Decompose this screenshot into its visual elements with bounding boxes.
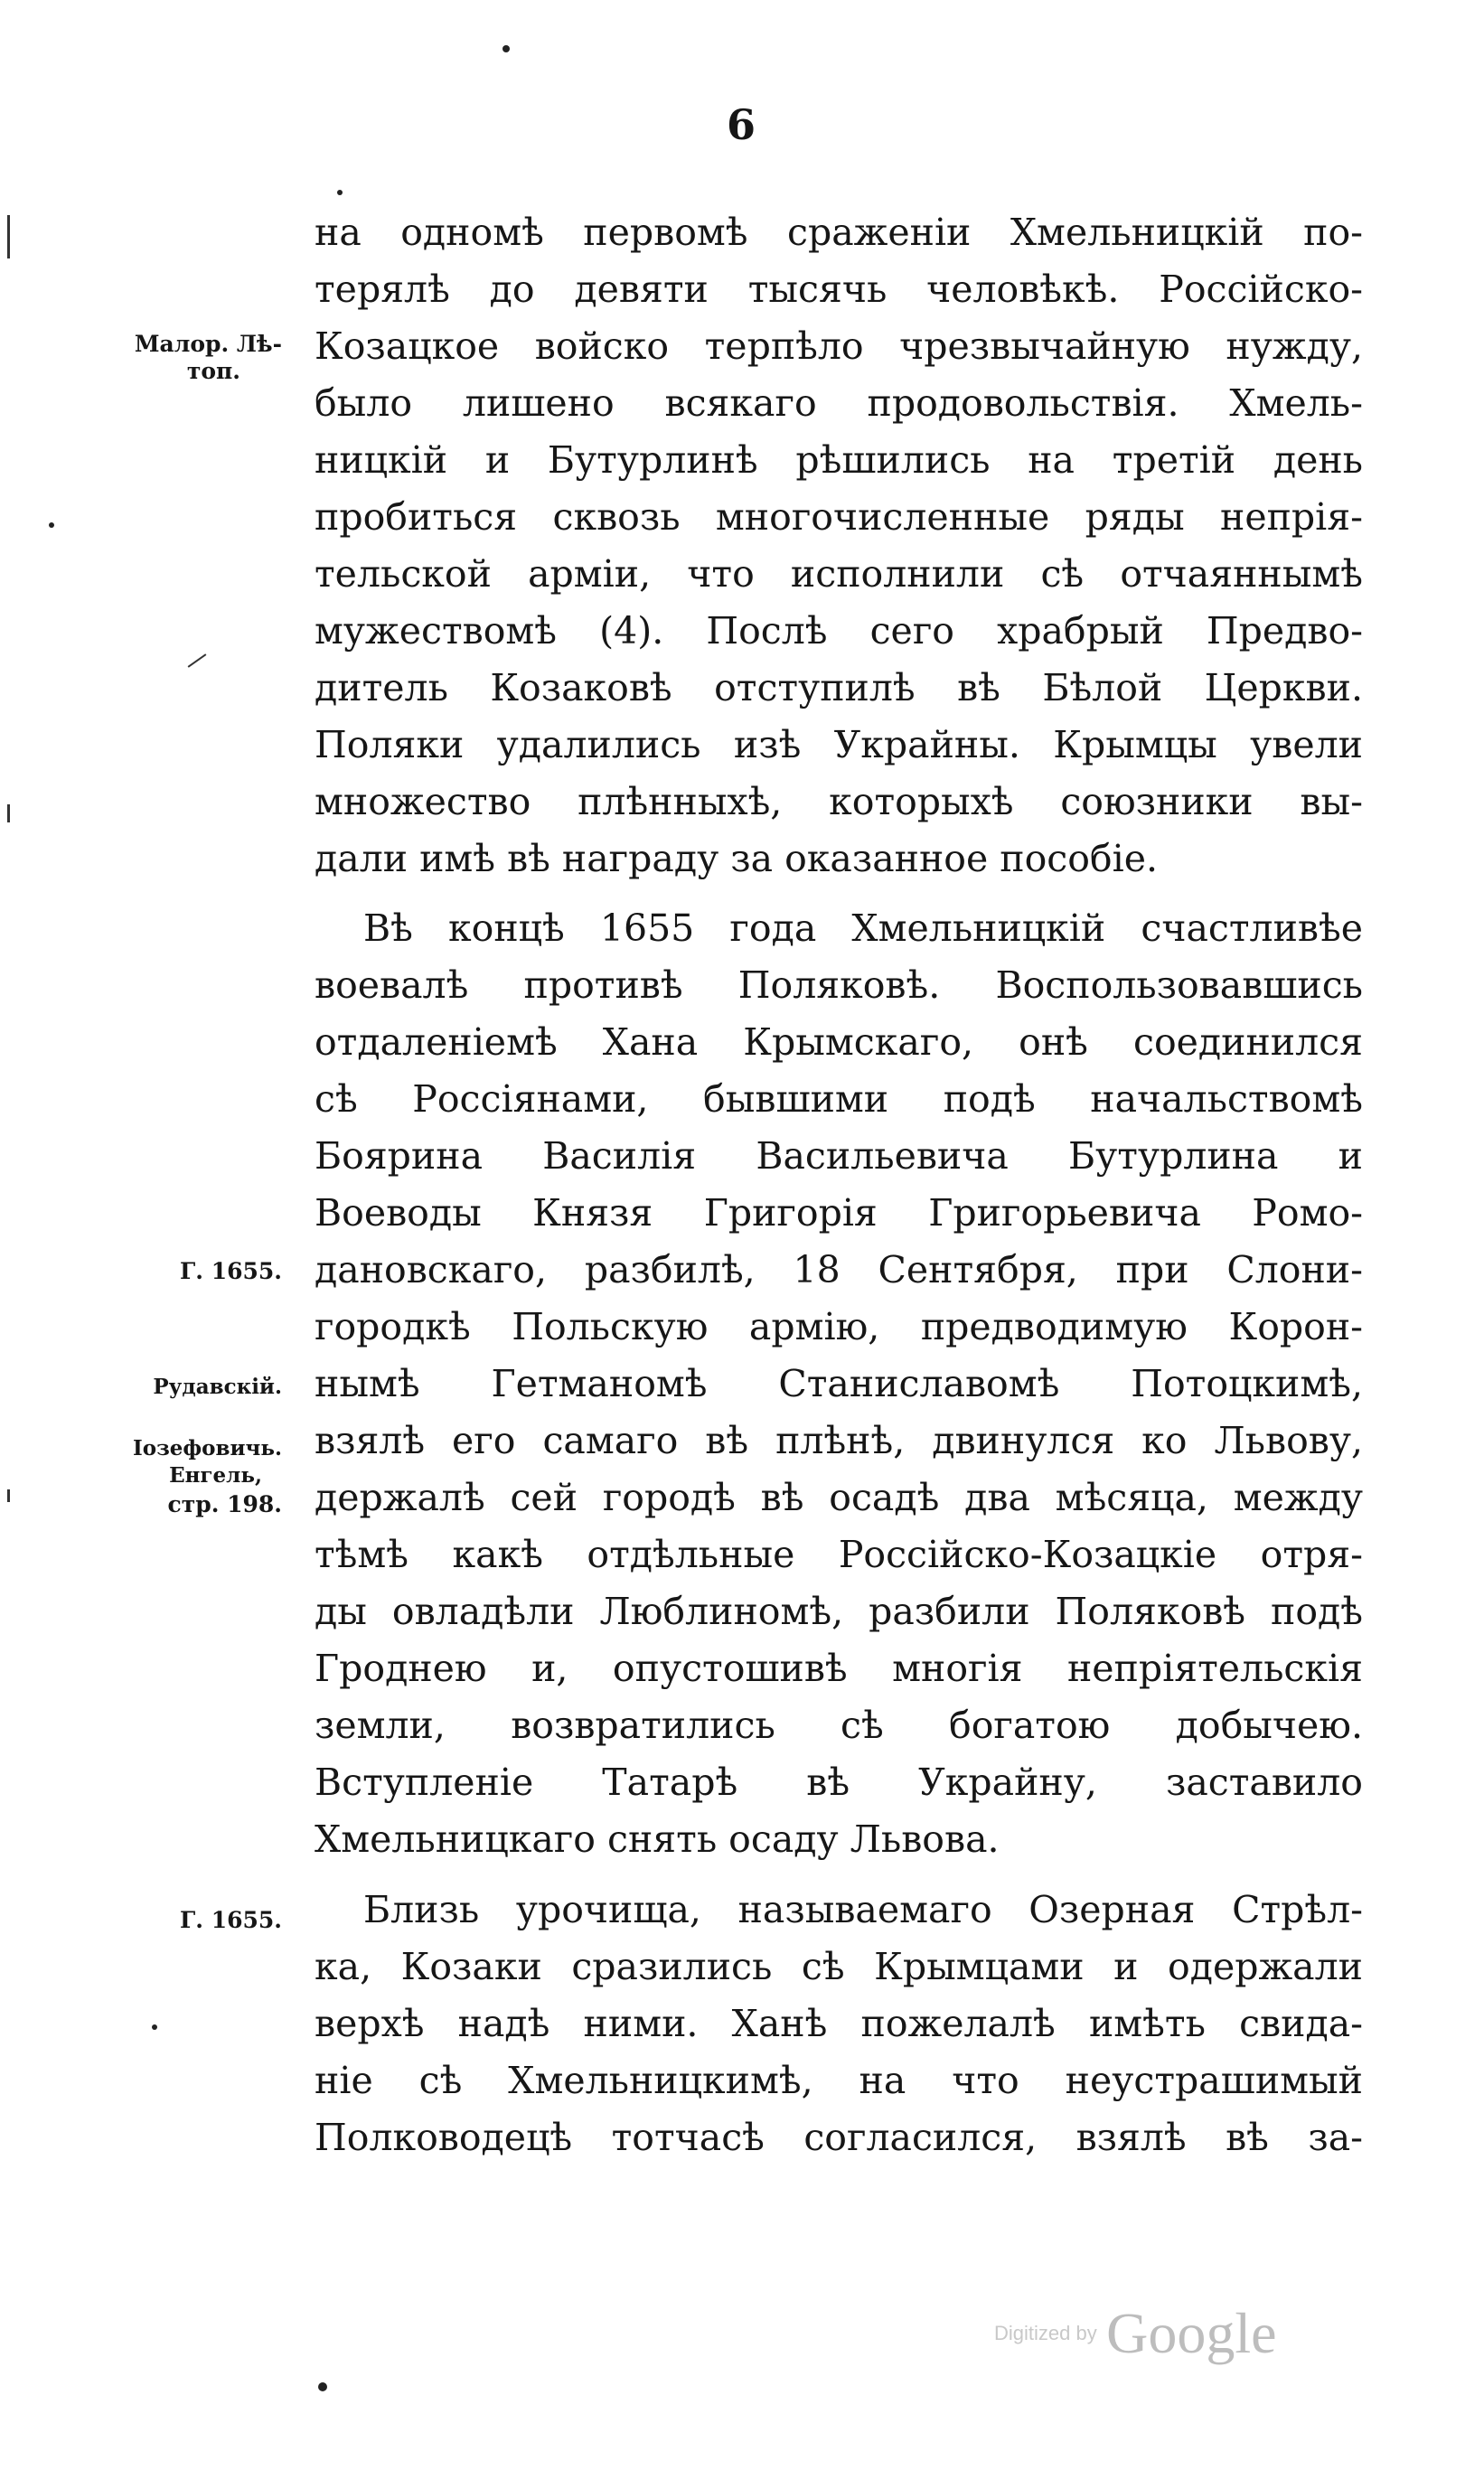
- text-line: Гроднею и, опустошивѣ многія непріятельскія: [315, 1647, 1363, 1690]
- edge-mark: [188, 653, 207, 667]
- text-line: держалѣ сей городѣ вѣ осадѣ два мѣсяца, между: [315, 1476, 1363, 1519]
- ink-speck: [337, 190, 343, 195]
- google-logo: Google: [1106, 2301, 1277, 2365]
- text-line: тѣмѣ какѣ отдѣльные Россійско-Козацкіе отря-: [315, 1533, 1363, 1576]
- margin-note: Г. 1655.: [180, 1258, 282, 1284]
- text-line: взялѣ его самаго вѣ плѣнѣ, двинулся ко Львову,: [315, 1419, 1363, 1462]
- text-line: верхѣ надѣ ними. Ханѣ пожелалѣ имѣть свида-: [315, 2002, 1363, 2045]
- text-line: дитель Козаковѣ отступилѣ вѣ Бѣлой Церкви.: [315, 666, 1363, 709]
- ink-speck: [502, 45, 510, 52]
- ink-speck: [49, 522, 54, 528]
- edge-mark: [7, 1489, 10, 1502]
- text-line: нымѣ Гетманомѣ Станиславомѣ Потоцкимѣ,: [315, 1362, 1363, 1405]
- text-line: ка, Козаки сразились сѣ Крымцами и одержали: [315, 1945, 1363, 1988]
- margin-note: Г. 1655.: [180, 1907, 282, 1933]
- digitized-label: Digitized by: [994, 2322, 1097, 2344]
- text-line: ды овладѣли Люблиномѣ, разбили Поляковѣ подѣ: [315, 1590, 1363, 1633]
- edge-mark: [7, 215, 10, 258]
- text-line: терялѣ до девяти тысячь человѣкѣ. Россійско-: [315, 268, 1363, 311]
- margin-note: Рудавскій.: [153, 1375, 282, 1399]
- margin-note: стр. 198.: [167, 1491, 282, 1517]
- edge-mark: [7, 804, 10, 822]
- text-line: Воеводы Князя Григорія Григорьевича Ромо-: [315, 1191, 1363, 1235]
- text-line: ницкій и Бутурлинѣ рѣшились на третій день: [315, 438, 1363, 482]
- margin-note: Малор. Лѣ-: [134, 331, 282, 357]
- ink-speck: [152, 2024, 157, 2030]
- text-line: множество плѣнныхѣ, которыхѣ союзники вы-: [315, 780, 1363, 823]
- text-line: Полководецѣ тотчасѣ согласился, взялѣ вѣ за-: [315, 2116, 1363, 2159]
- text-line: городкѣ Польскую армію, предводимую Корон-: [315, 1305, 1363, 1348]
- text-line: пробиться сквозь многочисленные ряды непрія-: [315, 495, 1363, 539]
- text-line: было лишено всякаго продовольствія. Хмель-: [315, 381, 1363, 425]
- margin-note: топ.: [186, 358, 240, 384]
- text-line: тельской арміи, что исполнили сѣ отчаяннымѣ: [315, 552, 1363, 596]
- text-line: Боярина Василія Васильевича Бутурлина и: [315, 1134, 1363, 1178]
- text-line: на одномѣ первомѣ сраженіи Хмельницкій по-: [315, 211, 1363, 254]
- text-line: ніе сѣ Хмельницкимѣ, на что неустрашимый: [315, 2059, 1363, 2102]
- text-line: Близь урочища, называемаго Озерная Стрѣл-: [363, 1888, 1363, 1931]
- text-line: Козацкое войско терпѣло чрезвычайную нужду,: [315, 324, 1363, 368]
- text-line: Вѣ концѣ 1655 года Хмельницкій счастливѣе: [363, 906, 1363, 950]
- text-line: мужествомѣ (4). Послѣ сего храбрый Предво-: [315, 609, 1363, 653]
- margin-note: Іозефовичь.: [133, 1436, 282, 1460]
- text-line: отдаленіемѣ Хана Крымскаго, онѣ соединился: [315, 1020, 1363, 1064]
- google-watermark: [994, 2300, 1277, 2367]
- text-line: Поляки удалились изѣ Украйны. Крымцы увели: [315, 723, 1363, 766]
- page-number: 6: [726, 100, 756, 149]
- text-line: Вступленіе Татарѣ вѣ Украйну, заставило: [315, 1761, 1363, 1804]
- margin-note: Енгель,: [169, 1463, 262, 1488]
- text-line: сѣ Россіянами, бывшими подѣ начальствомѣ: [315, 1077, 1363, 1121]
- text-line: воевалѣ противѣ Поляковѣ. Воспользовавшись: [315, 963, 1363, 1007]
- text-line: Хмельницкаго снять осаду Львова.: [315, 1817, 1000, 1861]
- text-line: земли, возвратились сѣ богатою добычею.: [315, 1704, 1363, 1747]
- text-line: дали имѣ вѣ награду за оказанное пособіе.: [315, 837, 1159, 880]
- text-line: дановскаго, разбилѣ, 18 Сентября, при Слони-: [315, 1248, 1363, 1291]
- ink-speck: [318, 2382, 327, 2391]
